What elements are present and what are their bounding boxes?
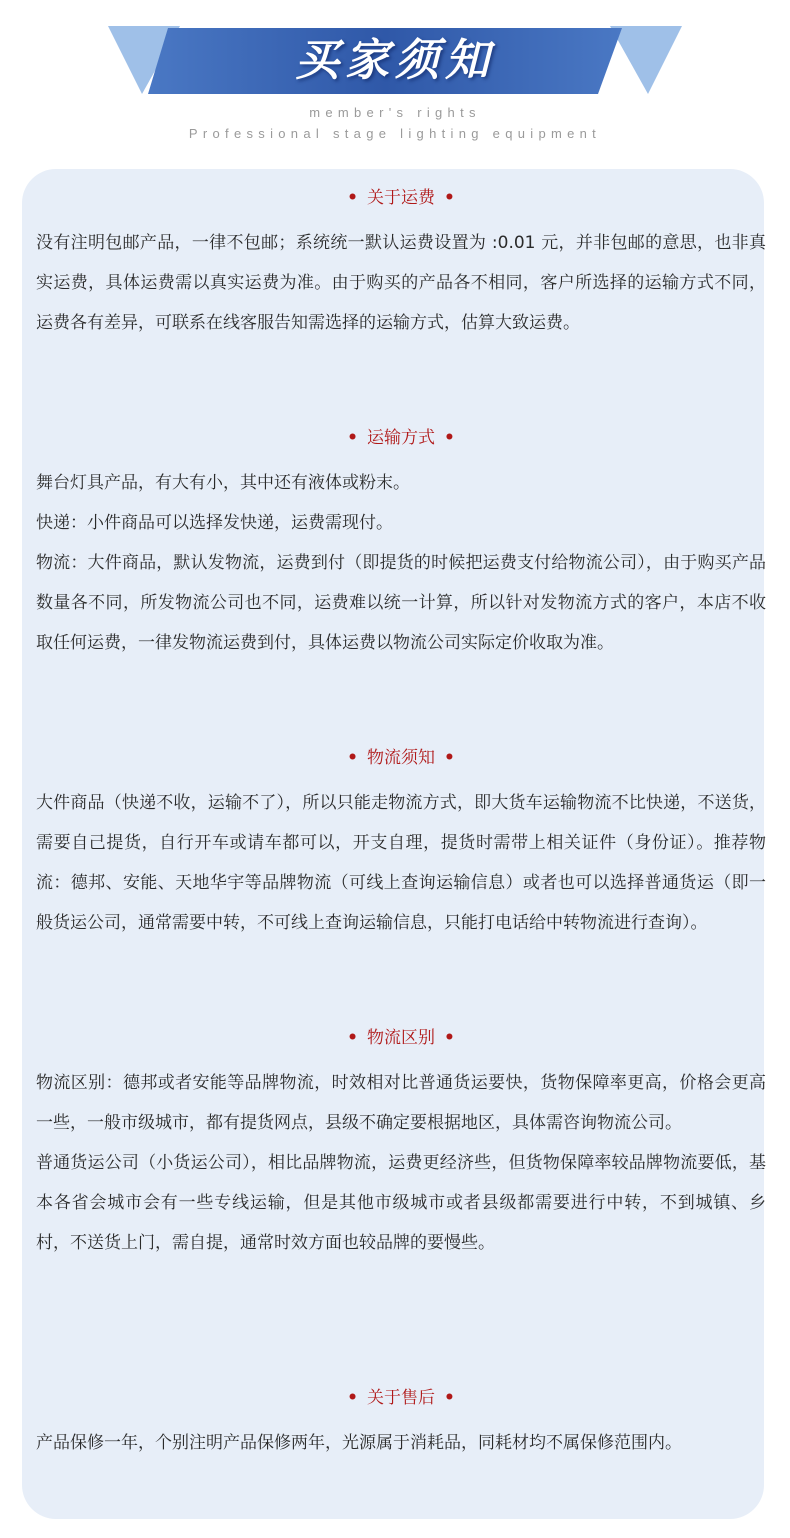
subtitle-equipment: Professional stage lighting equipment bbox=[188, 126, 602, 141]
section-after-sales bbox=[36, 1383, 766, 1463]
bullet-dot: • bbox=[444, 188, 455, 208]
bullet-dot: • bbox=[444, 1388, 455, 1408]
header-banner bbox=[0, 0, 790, 150]
section-heading: • 物流区别 • bbox=[36, 1023, 766, 1053]
bullet-dot: • bbox=[347, 748, 358, 768]
bullet-dot: • bbox=[444, 748, 455, 768]
bullet-dot: • bbox=[444, 428, 455, 448]
section-paragraph: 物流：大件商品，默认发物流，运费到付（即提货的时候把运费支付给物流公司），由于购买产品数量各不同，所发物流公司也不同，运费难以统一计算，所以针对发物流方式的客户，本店不收取任何运费，一律发物流运费到付，具体运费以物流公司实际定价收取为准。 bbox=[36, 553, 766, 653]
section-shipping-fee bbox=[36, 183, 766, 343]
section-logistics-notice bbox=[36, 743, 766, 943]
section-paragraph: 没有注明包邮产品，一律不包邮；系统统一默认运费设置为 :0.01 元，并非包邮的意思，也非真实运费，具体运费需以真实运费为准。由于购买的产品各不相同，客户所选择的运输方式不同，运费各有差异，可联系在线客服告知需选择的运输方式，估算大致运费。 bbox=[36, 233, 766, 333]
section-heading: • 物流须知 • bbox=[36, 743, 766, 773]
section-paragraph: 舞台灯具产品，有大有小，其中还有液体或粉末。 bbox=[36, 473, 410, 493]
subtitle-members-rights: member's rights bbox=[309, 105, 481, 120]
section-paragraph: 物流区别：德邦或者安能等品牌物流，时效相对比普通货运要快，货物保障率更高，价格会更高一些，一般市级城市，都有提货网点，县级不确定要根据地区，具体需咨询物流公司。 bbox=[36, 1073, 766, 1133]
bullet-dot: • bbox=[347, 1388, 358, 1408]
section-paragraph: 产品保修一年，个别注明产品保修两年，光源属于消耗品，同耗材均不属保修范围内。 bbox=[36, 1433, 682, 1453]
section-heading: • 关于运费 • bbox=[36, 183, 766, 213]
section-logistics-difference bbox=[36, 1023, 766, 1263]
section-shipping-method bbox=[36, 423, 766, 663]
bullet-dot: • bbox=[347, 188, 358, 208]
bullet-dot: • bbox=[347, 1028, 358, 1048]
bullet-dot: • bbox=[444, 1028, 455, 1048]
section-paragraph: 普通货运公司（小货运公司），相比品牌物流，运费更经济些，但货物保障率较品牌物流要低，基本各省会城市会有一些专线运输，但是其他市级城市或者县级都需要进行中转，不到城镇、乡村，不送货上门，需自提，通常时效方面也较品牌的要慢些。 bbox=[36, 1153, 766, 1253]
section-heading: • 运输方式 • bbox=[36, 423, 766, 453]
bullet-dot: • bbox=[347, 428, 358, 448]
section-paragraph: 大件商品（快递不收，运输不了），所以只能走物流方式，即大货车运输物流不比快递，不送货，需要自己提货，自行开车或请车都可以，开支自理，提货时需带上相关证件（身份证）。推荐物流：德邦、安能、天地华宇等品牌物流（可线上查询运输信息）或者也可以选择普通货运（即一般货运公司，通常需要中转，不可线上查询运输信息，只能打电话给中转物流进行查询）。 bbox=[36, 793, 766, 933]
page-title: 买家须知 bbox=[295, 35, 495, 86]
section-heading: • 关于售后 • bbox=[36, 1383, 766, 1413]
section-paragraph: 快递：小件商品可以选择发快递，运费需现付。 bbox=[36, 513, 393, 533]
